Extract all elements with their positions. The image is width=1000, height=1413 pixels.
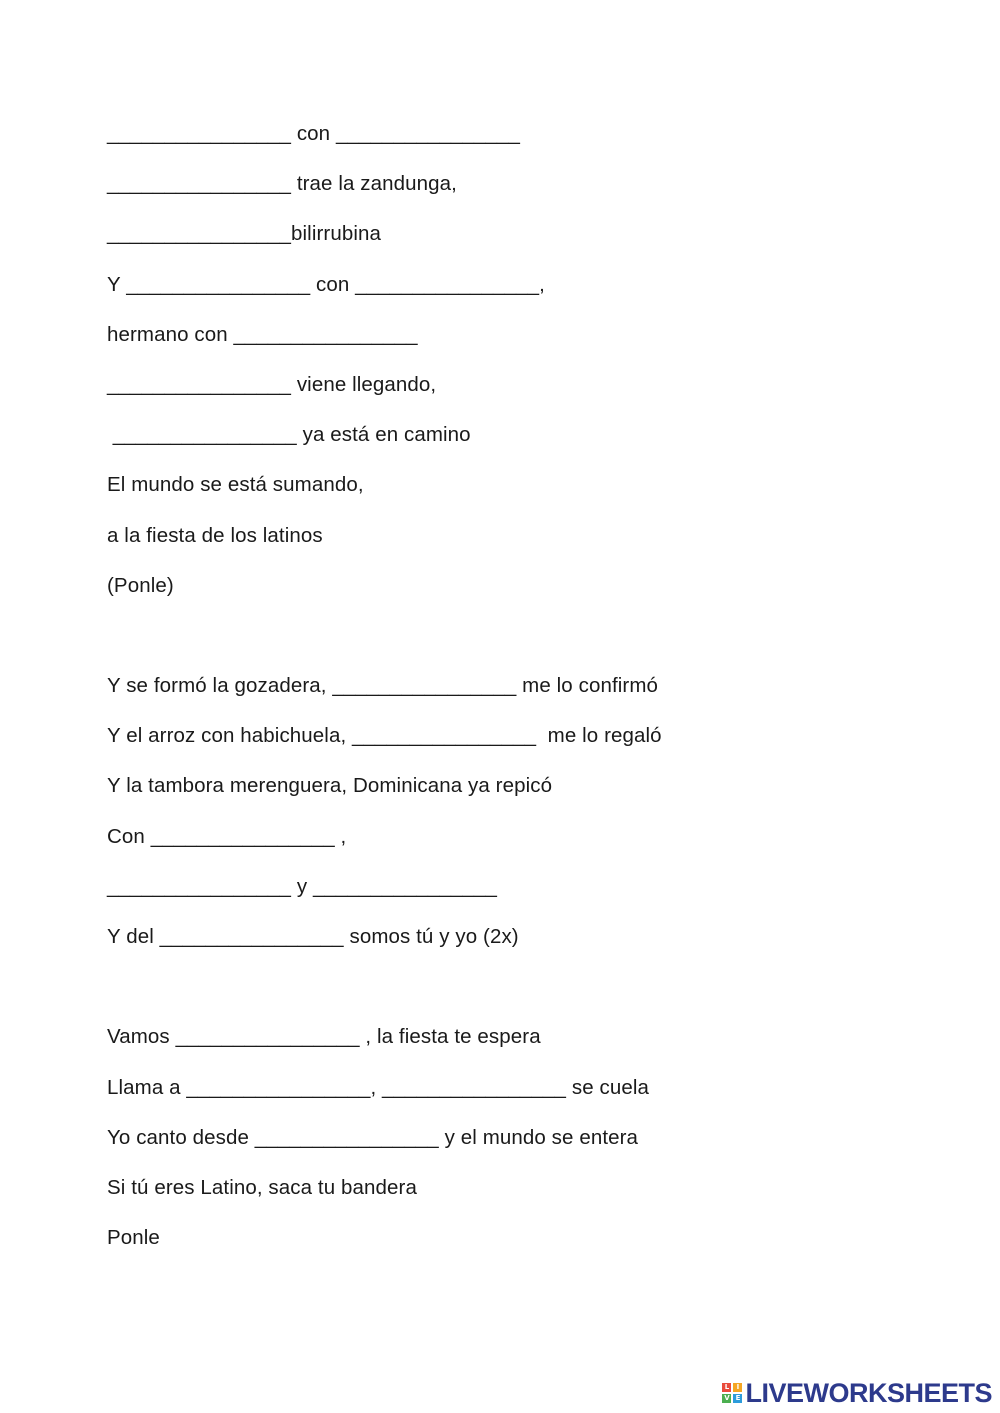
lyric-line: Con ________________ , (107, 824, 347, 848)
logo-letter-v: V (724, 1394, 730, 1402)
lyric-line: hermano con ________________ (107, 322, 418, 346)
logo-letter-i: I (733, 1383, 742, 1392)
stanza-2 (107, 668, 967, 969)
lyric-line: ________________bilirrubina (107, 222, 381, 246)
lyric-line: Yo canto desde ________________ y el mundo se entera (107, 1125, 639, 1149)
lyric-line: Y se formó la gozadera, ________________ me lo confirmó (107, 674, 659, 698)
stanza-spacer (107, 969, 967, 1019)
lyric-line: ________________ ya está en camino (107, 423, 471, 447)
worksheet-body (107, 116, 967, 1270)
lyric-line: Y la tambora merenguera, Dominicana ya repicó (107, 774, 553, 798)
lyric-line: ________________ trae la zandunga, (107, 172, 457, 196)
lyric-line: Ponle (107, 1226, 160, 1250)
lyric-line: ________________ y ________________ (107, 874, 497, 898)
logo-letter-l: L (722, 1383, 731, 1392)
lyric-line: ________________ viene llegando, (107, 372, 437, 396)
lyric-line: Vamos ________________ , la fiesta te espera (107, 1025, 541, 1049)
lyric-line: (Ponle) (107, 573, 174, 597)
logo-letter-e: E (733, 1394, 742, 1403)
lyric-line: ________________ con ________________ (107, 122, 520, 145)
brand-name: LIVEWORKSHEETS (745, 1377, 992, 1408)
lyric-line: Y del ________________ somos tú y yo (2x) (107, 925, 519, 948)
lyric-line: Y el arroz con habichuela, ________________ me lo regaló (107, 724, 662, 748)
stanza-3 (107, 1019, 967, 1270)
lyric-line: El mundo se está sumando, (107, 473, 364, 497)
lyric-line: a la fiesta de los latinos (107, 523, 323, 547)
stanza-1 (107, 116, 967, 618)
liveworksheets-watermark[interactable] (722, 1379, 992, 1407)
stanza-spacer (107, 618, 967, 668)
liveworksheets-logo-icon (722, 1383, 742, 1403)
lyric-line: Llama a ________________, ________________ se cuela (107, 1075, 650, 1099)
lyric-line: Y ________________ con ________________, (107, 272, 545, 296)
lyric-line: Si tú eres Latino, saca tu bandera (107, 1175, 417, 1199)
